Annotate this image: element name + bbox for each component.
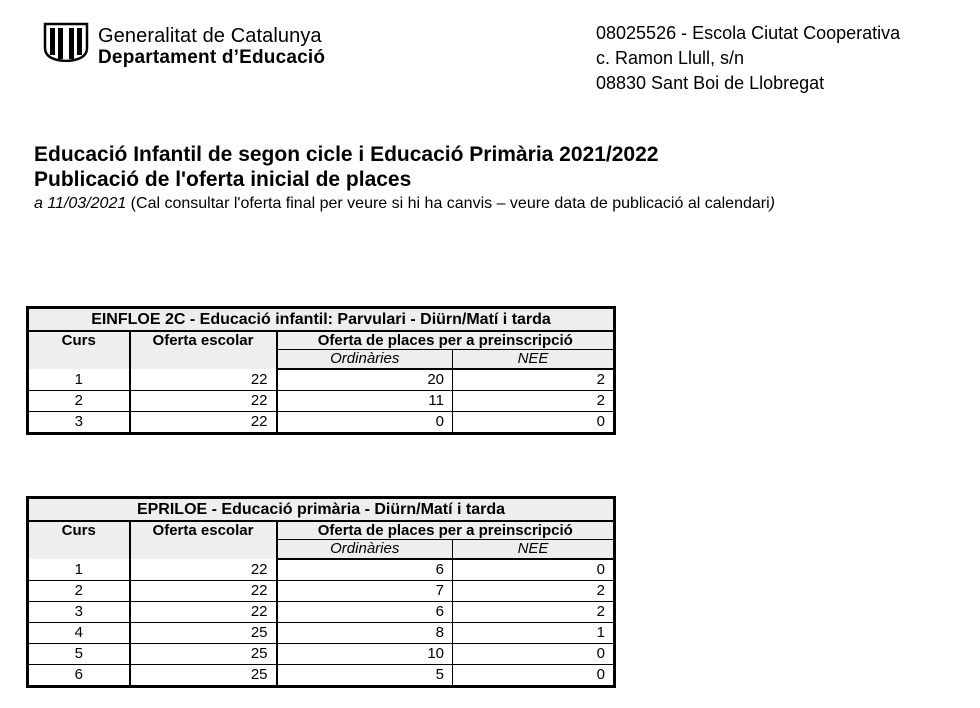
table-caption: EPRILOE - Educació primària - Diürn/Matí i tarda xyxy=(28,498,615,522)
cell-ordinaries: 5 xyxy=(277,665,453,687)
cell-ordinaries: 7 xyxy=(277,581,453,602)
col-header-curs: Curs xyxy=(28,521,130,559)
cell-nee: 2 xyxy=(453,581,615,602)
note-open: ( xyxy=(126,195,137,212)
cell-curs: 2 xyxy=(28,581,130,602)
col-header-curs: Curs xyxy=(28,331,130,369)
cell-nee: 0 xyxy=(453,665,615,687)
school-address xyxy=(596,21,900,96)
cell-oferta: 25 xyxy=(130,623,277,644)
cell-oferta: 25 xyxy=(130,644,277,665)
col-header-nee: NEE xyxy=(453,350,615,370)
cell-ordinaries: 6 xyxy=(277,559,453,581)
document-title: Educació Infantil de segon cicle i Educació Primària 2021/2022 xyxy=(34,143,659,166)
cell-ordinaries: 11 xyxy=(277,391,453,412)
col-header-nee: NEE xyxy=(453,540,615,560)
cell-curs: 2 xyxy=(28,391,130,412)
cell-curs: 1 xyxy=(28,369,130,391)
cell-nee: 2 xyxy=(453,602,615,623)
cell-oferta: 22 xyxy=(130,369,277,391)
school-street: c. Ramon Llull, s/n xyxy=(596,48,745,68)
note-text: Cal consultar l'oferta final per veure si hi ha canvis – veure data de publicació al calendari xyxy=(136,195,770,212)
cell-ordinaries: 6 xyxy=(277,602,453,623)
table-row xyxy=(28,559,615,581)
school-city: 08830 Sant Boi de Llobregat xyxy=(596,73,825,93)
offer-table-primaria xyxy=(26,496,616,688)
cell-nee: 1 xyxy=(453,623,615,644)
cell-oferta: 22 xyxy=(130,602,277,623)
table-row xyxy=(28,391,615,412)
cell-curs: 1 xyxy=(28,559,130,581)
table-row xyxy=(28,602,615,623)
col-header-oferta-escolar: Oferta escolar xyxy=(130,331,277,369)
cell-oferta: 25 xyxy=(130,665,277,687)
offer-table-infantil xyxy=(26,306,616,435)
document-subtitle: Publicació de l'oferta inicial de places xyxy=(34,168,412,191)
note-close: ) xyxy=(769,195,775,212)
generalitat-logo-icon xyxy=(43,22,89,62)
cell-ordinaries: 10 xyxy=(277,644,453,665)
cell-ordinaries: 20 xyxy=(277,369,453,391)
org-line2: Departament d’Educació xyxy=(98,47,326,68)
table-row xyxy=(28,623,615,644)
school-name: 08025526 - Escola Ciutat Cooperativa xyxy=(596,23,901,43)
cell-oferta: 22 xyxy=(130,412,277,434)
cell-nee: 2 xyxy=(596,371,605,388)
table-row xyxy=(28,665,615,687)
publication-note xyxy=(34,193,775,215)
cell-curs: 5 xyxy=(28,644,130,665)
table-row xyxy=(28,412,615,434)
cell-ordinaries: 0 xyxy=(277,412,453,434)
col-header-ordinaries: Ordinàries xyxy=(277,350,453,370)
cell-nee: 0 xyxy=(453,412,615,434)
cell-oferta: 22 xyxy=(130,581,277,602)
document-titles xyxy=(34,142,775,215)
table-row xyxy=(28,581,615,602)
col-header-oferta-escolar: Oferta escolar xyxy=(130,521,277,559)
cell-nee: 0 xyxy=(453,644,615,665)
cell-curs: 3 xyxy=(28,412,130,434)
publication-date: a 11/03/2021 xyxy=(34,195,127,212)
cell-oferta: 22 xyxy=(130,559,277,581)
col-header-ordinaries: Ordinàries xyxy=(277,540,453,560)
col-header-oferta-places: Oferta de places per a preinscripció xyxy=(277,521,615,540)
col-header-oferta-places: Oferta de places per a preinscripció xyxy=(277,331,615,350)
cell-nee: 2 xyxy=(453,391,615,412)
cell-oferta: 22 xyxy=(130,391,277,412)
cell-curs: 3 xyxy=(28,602,130,623)
cell-ordinaries: 8 xyxy=(277,623,453,644)
cell-curs: 6 xyxy=(28,665,130,687)
cell-curs: 4 xyxy=(28,623,130,644)
cell-nee: 0 xyxy=(596,561,605,578)
org-line1: Generalitat de Catalunya xyxy=(98,25,322,47)
table-row xyxy=(28,644,615,665)
table-caption: EINFLOE 2C - Educació infantil: Parvulari - Diürn/Matí i tarda xyxy=(28,308,615,332)
table-row xyxy=(28,369,615,391)
organization-name xyxy=(98,26,325,68)
